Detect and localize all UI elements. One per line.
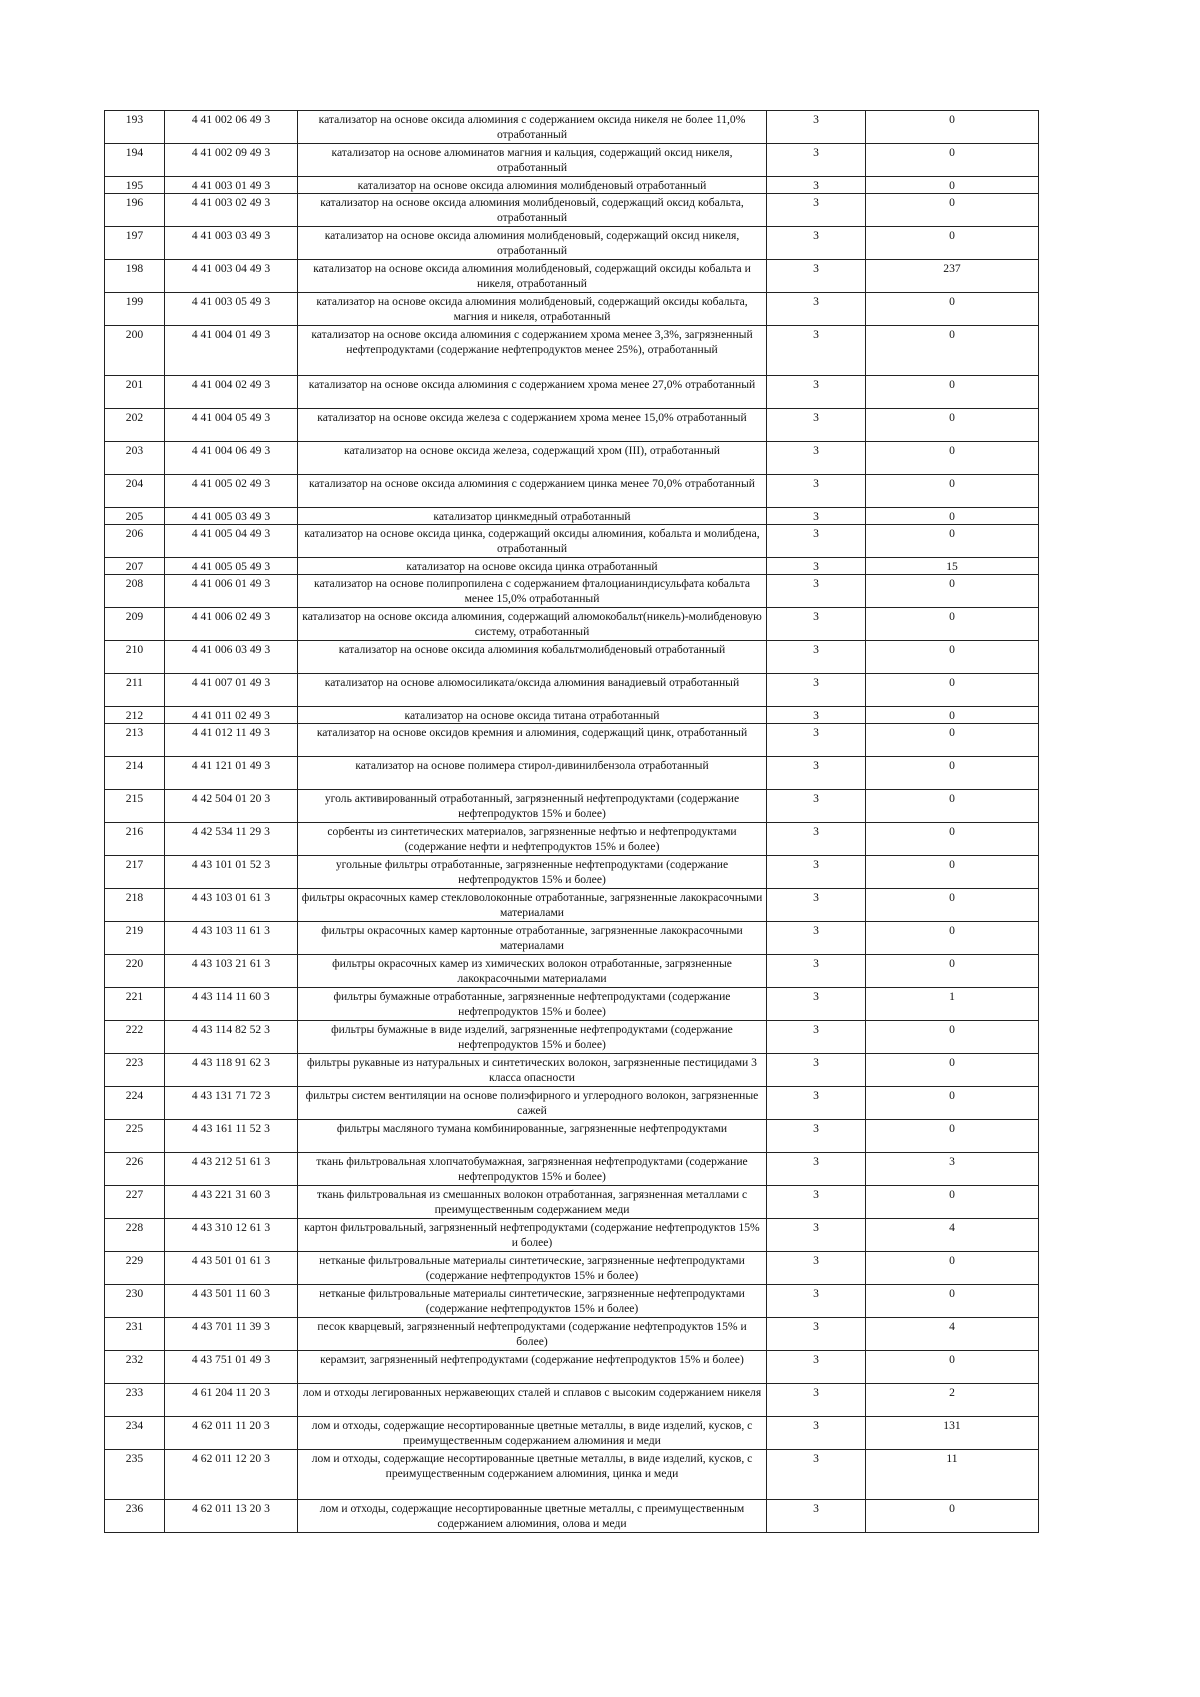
waste-name-cell: катализатор на основе оксида железа с содержанием хрома менее 15,0% отработанный bbox=[298, 409, 767, 442]
quantity-cell: 0 bbox=[866, 1500, 1039, 1533]
table-row bbox=[105, 177, 1039, 194]
hazard-class-cell: 3 bbox=[767, 988, 866, 1021]
waste-name-cell: катализатор на основе оксида алюминия, содержащий алюмокобальт(никель)-молибденовую систему, отработанный bbox=[298, 608, 767, 641]
hazard-class-cell: 3 bbox=[767, 1054, 866, 1087]
table-row bbox=[105, 194, 1039, 227]
quantity-cell: 0 bbox=[866, 1087, 1039, 1120]
row-number-cell: 202 bbox=[105, 409, 165, 442]
hazard-class-cell: 3 bbox=[767, 856, 866, 889]
hazard-class-cell: 3 bbox=[767, 922, 866, 955]
fkko-code-cell: 4 41 005 05 49 3 bbox=[165, 558, 298, 575]
waste-name-cell: катализатор на основе оксида алюминия с содержанием оксида никеля не более 11,0% отработанный bbox=[298, 111, 767, 144]
table-row bbox=[105, 525, 1039, 558]
quantity-cell: 0 bbox=[866, 823, 1039, 856]
row-number-cell: 226 bbox=[105, 1153, 165, 1186]
table-row bbox=[105, 227, 1039, 260]
quantity-cell: 0 bbox=[866, 293, 1039, 326]
row-number-cell: 206 bbox=[105, 525, 165, 558]
fkko-code-cell: 4 41 006 02 49 3 bbox=[165, 608, 298, 641]
row-number-cell: 217 bbox=[105, 856, 165, 889]
table-row bbox=[105, 1120, 1039, 1153]
table-row bbox=[105, 508, 1039, 525]
row-number-cell: 236 bbox=[105, 1500, 165, 1533]
waste-name-cell: ткань фильтровальная хлопчатобумажная, загрязненная нефтепродуктами (содержание нефтепродуктов 15% и более) bbox=[298, 1153, 767, 1186]
waste-name-cell: фильтры окрасочных камер стекловолоконные отработанные, загрязненные лакокрасочными материалами bbox=[298, 889, 767, 922]
quantity-cell: 0 bbox=[866, 707, 1039, 724]
table-row bbox=[105, 1021, 1039, 1054]
fkko-code-cell: 4 43 310 12 61 3 bbox=[165, 1219, 298, 1252]
table-row bbox=[105, 1384, 1039, 1417]
fkko-code-cell: 4 41 007 01 49 3 bbox=[165, 674, 298, 707]
table-row bbox=[105, 757, 1039, 790]
quantity-cell: 131 bbox=[866, 1417, 1039, 1450]
hazard-class-cell: 3 bbox=[767, 575, 866, 608]
fkko-code-cell: 4 61 204 11 20 3 bbox=[165, 1384, 298, 1417]
fkko-code-cell: 4 41 003 05 49 3 bbox=[165, 293, 298, 326]
hazard-class-cell: 3 bbox=[767, 194, 866, 227]
fkko-code-cell: 4 42 504 01 20 3 bbox=[165, 790, 298, 823]
hazard-class-cell: 3 bbox=[767, 1351, 866, 1384]
hazard-class-cell: 3 bbox=[767, 674, 866, 707]
row-number-cell: 227 bbox=[105, 1186, 165, 1219]
fkko-code-cell: 4 41 003 03 49 3 bbox=[165, 227, 298, 260]
fkko-code-cell: 4 43 751 01 49 3 bbox=[165, 1351, 298, 1384]
fkko-code-cell: 4 43 103 21 61 3 bbox=[165, 955, 298, 988]
quantity-cell: 0 bbox=[866, 790, 1039, 823]
fkko-code-cell: 4 43 221 31 60 3 bbox=[165, 1186, 298, 1219]
fkko-code-cell: 4 41 006 03 49 3 bbox=[165, 641, 298, 674]
fkko-code-cell: 4 62 011 12 20 3 bbox=[165, 1450, 298, 1500]
hazard-class-cell: 3 bbox=[767, 1450, 866, 1500]
quantity-cell: 11 bbox=[866, 1450, 1039, 1500]
table-row bbox=[105, 1153, 1039, 1186]
waste-name-cell: катализатор на основе оксидов кремния и алюминия, содержащий цинк, отработанный bbox=[298, 724, 767, 757]
fkko-code-cell: 4 41 005 03 49 3 bbox=[165, 508, 298, 525]
hazard-class-cell: 3 bbox=[767, 707, 866, 724]
row-number-cell: 198 bbox=[105, 260, 165, 293]
table-row bbox=[105, 674, 1039, 707]
waste-name-cell: нетканые фильтровальные материалы синтетические, загрязненные нефтепродуктами (содержание нефтепродуктов 15% и более) bbox=[298, 1285, 767, 1318]
row-number-cell: 230 bbox=[105, 1285, 165, 1318]
row-number-cell: 196 bbox=[105, 194, 165, 227]
hazard-class-cell: 3 bbox=[767, 1285, 866, 1318]
fkko-code-cell: 4 41 012 11 49 3 bbox=[165, 724, 298, 757]
quantity-cell: 0 bbox=[866, 955, 1039, 988]
quantity-cell: 0 bbox=[866, 856, 1039, 889]
table-row bbox=[105, 1252, 1039, 1285]
quantity-cell: 0 bbox=[866, 376, 1039, 409]
hazard-class-cell: 3 bbox=[767, 1120, 866, 1153]
row-number-cell: 211 bbox=[105, 674, 165, 707]
quantity-cell: 0 bbox=[866, 525, 1039, 558]
row-number-cell: 220 bbox=[105, 955, 165, 988]
fkko-code-cell: 4 43 501 01 61 3 bbox=[165, 1252, 298, 1285]
fkko-code-cell: 4 41 006 01 49 3 bbox=[165, 575, 298, 608]
waste-name-cell: катализатор на основе оксида титана отработанный bbox=[298, 707, 767, 724]
waste-name-cell: катализатор на основе оксида железа, содержащий хром (III), отработанный bbox=[298, 442, 767, 475]
fkko-code-cell: 4 41 011 02 49 3 bbox=[165, 707, 298, 724]
row-number-cell: 215 bbox=[105, 790, 165, 823]
quantity-cell: 0 bbox=[866, 922, 1039, 955]
table-row bbox=[105, 326, 1039, 376]
waste-name-cell: нетканые фильтровальные материалы синтетические, загрязненные нефтепродуктами (содержание нефтепродуктов 15% и более) bbox=[298, 1252, 767, 1285]
waste-name-cell: ткань фильтровальная из смешанных волокон отработанная, загрязненная металлами с преимущественным содержанием меди bbox=[298, 1186, 767, 1219]
row-number-cell: 221 bbox=[105, 988, 165, 1021]
quantity-cell: 0 bbox=[866, 326, 1039, 376]
row-number-cell: 212 bbox=[105, 707, 165, 724]
waste-table bbox=[104, 110, 1039, 1533]
hazard-class-cell: 3 bbox=[767, 955, 866, 988]
row-number-cell: 233 bbox=[105, 1384, 165, 1417]
fkko-code-cell: 4 41 121 01 49 3 bbox=[165, 757, 298, 790]
waste-name-cell: катализатор на основе оксида цинка, содержащий оксиды алюминия, кобальта и молибдена, отработанный bbox=[298, 525, 767, 558]
row-number-cell: 208 bbox=[105, 575, 165, 608]
table-row bbox=[105, 409, 1039, 442]
row-number-cell: 210 bbox=[105, 641, 165, 674]
fkko-code-cell: 4 41 004 02 49 3 bbox=[165, 376, 298, 409]
row-number-cell: 201 bbox=[105, 376, 165, 409]
row-number-cell: 195 bbox=[105, 177, 165, 194]
waste-name-cell: катализатор на основе оксида цинка отработанный bbox=[298, 558, 767, 575]
waste-name-cell: угольные фильтры отработанные, загрязненные нефтепродуктами (содержание нефтепродуктов 15% и более) bbox=[298, 856, 767, 889]
table-row bbox=[105, 856, 1039, 889]
hazard-class-cell: 3 bbox=[767, 1500, 866, 1533]
quantity-cell: 0 bbox=[866, 1021, 1039, 1054]
row-number-cell: 200 bbox=[105, 326, 165, 376]
row-number-cell: 199 bbox=[105, 293, 165, 326]
waste-name-cell: лом и отходы, содержащие несортированные цветные металлы, в виде изделий, кусков, с преимущественным содержанием алюминия и меди bbox=[298, 1417, 767, 1450]
quantity-cell: 237 bbox=[866, 260, 1039, 293]
table-row bbox=[105, 1219, 1039, 1252]
waste-name-cell: песок кварцевый, загрязненный нефтепродуктами (содержание нефтепродуктов 15% и более) bbox=[298, 1318, 767, 1351]
row-number-cell: 231 bbox=[105, 1318, 165, 1351]
table-row bbox=[105, 707, 1039, 724]
quantity-cell: 4 bbox=[866, 1219, 1039, 1252]
fkko-code-cell: 4 41 003 02 49 3 bbox=[165, 194, 298, 227]
table-row bbox=[105, 475, 1039, 508]
fkko-code-cell: 4 43 114 11 60 3 bbox=[165, 988, 298, 1021]
fkko-code-cell: 4 41 004 06 49 3 bbox=[165, 442, 298, 475]
fkko-code-cell: 4 43 501 11 60 3 bbox=[165, 1285, 298, 1318]
quantity-cell: 0 bbox=[866, 1351, 1039, 1384]
hazard-class-cell: 3 bbox=[767, 1417, 866, 1450]
hazard-class-cell: 3 bbox=[767, 724, 866, 757]
hazard-class-cell: 3 bbox=[767, 227, 866, 260]
table-row bbox=[105, 144, 1039, 177]
row-number-cell: 197 bbox=[105, 227, 165, 260]
table-row bbox=[105, 1087, 1039, 1120]
table-row bbox=[105, 1186, 1039, 1219]
fkko-code-cell: 4 43 118 91 62 3 bbox=[165, 1054, 298, 1087]
row-number-cell: 205 bbox=[105, 508, 165, 525]
quantity-cell: 0 bbox=[866, 227, 1039, 260]
row-number-cell: 218 bbox=[105, 889, 165, 922]
row-number-cell: 234 bbox=[105, 1417, 165, 1450]
quantity-cell: 0 bbox=[866, 757, 1039, 790]
row-number-cell: 223 bbox=[105, 1054, 165, 1087]
fkko-code-cell: 4 43 212 51 61 3 bbox=[165, 1153, 298, 1186]
quantity-cell: 0 bbox=[866, 724, 1039, 757]
quantity-cell: 0 bbox=[866, 508, 1039, 525]
row-number-cell: 232 bbox=[105, 1351, 165, 1384]
table-row bbox=[105, 111, 1039, 144]
waste-name-cell: лом и отходы, содержащие несортированные цветные металлы, в виде изделий, кусков, с преимущественным содержанием алюминия, цинка и меди bbox=[298, 1450, 767, 1500]
hazard-class-cell: 3 bbox=[767, 326, 866, 376]
row-number-cell: 207 bbox=[105, 558, 165, 575]
quantity-cell: 0 bbox=[866, 608, 1039, 641]
waste-name-cell: катализатор на основе оксида алюминия молибденовый, содержащий оксид кобальта, отработанный bbox=[298, 194, 767, 227]
hazard-class-cell: 3 bbox=[767, 525, 866, 558]
waste-name-cell: сорбенты из синтетических материалов, загрязненные нефтью и нефтепродуктами (содержание нефти и нефтепродуктов 15% и более) bbox=[298, 823, 767, 856]
table-row bbox=[105, 608, 1039, 641]
fkko-code-cell: 4 41 003 01 49 3 bbox=[165, 177, 298, 194]
waste-name-cell: катализатор на основе оксида алюминия кобальтмолибденовый отработанный bbox=[298, 641, 767, 674]
hazard-class-cell: 3 bbox=[767, 177, 866, 194]
quantity-cell: 0 bbox=[866, 194, 1039, 227]
table-row bbox=[105, 1054, 1039, 1087]
waste-name-cell: катализатор цинкмедный отработанный bbox=[298, 508, 767, 525]
hazard-class-cell: 3 bbox=[767, 608, 866, 641]
table-row bbox=[105, 558, 1039, 575]
table-row bbox=[105, 1318, 1039, 1351]
waste-name-cell: катализатор на основе оксида алюминия молибденовый, содержащий оксид никеля, отработанный bbox=[298, 227, 767, 260]
table-row bbox=[105, 260, 1039, 293]
row-number-cell: 219 bbox=[105, 922, 165, 955]
row-number-cell: 224 bbox=[105, 1087, 165, 1120]
waste-name-cell: фильтры окрасочных камер картонные отработанные, загрязненные лакокрасочными материалами bbox=[298, 922, 767, 955]
waste-name-cell: картон фильтровальный, загрязненный нефтепродуктами (содержание нефтепродуктов 15% и более) bbox=[298, 1219, 767, 1252]
row-number-cell: 194 bbox=[105, 144, 165, 177]
table-row bbox=[105, 988, 1039, 1021]
table-row bbox=[105, 1450, 1039, 1500]
fkko-code-cell: 4 43 103 01 61 3 bbox=[165, 889, 298, 922]
hazard-class-cell: 3 bbox=[767, 442, 866, 475]
quantity-cell: 0 bbox=[866, 1285, 1039, 1318]
waste-name-cell: катализатор на основе оксида алюминия молибденовый, содержащий оксиды кобальта и никеля, отработанный bbox=[298, 260, 767, 293]
hazard-class-cell: 3 bbox=[767, 757, 866, 790]
waste-name-cell: катализатор на основе оксида алюминия молибденовый, содержащий оксиды кобальта, магния и никеля, отработанный bbox=[298, 293, 767, 326]
waste-name-cell: катализатор на основе оксида алюминия с содержанием хрома менее 3,3%, загрязненный нефтепродуктами (содержание нефтепродуктов менее 25%), отработанный bbox=[298, 326, 767, 376]
row-number-cell: 228 bbox=[105, 1219, 165, 1252]
table-row bbox=[105, 376, 1039, 409]
fkko-code-cell: 4 43 101 01 52 3 bbox=[165, 856, 298, 889]
quantity-cell: 0 bbox=[866, 475, 1039, 508]
hazard-class-cell: 3 bbox=[767, 1186, 866, 1219]
table-row bbox=[105, 724, 1039, 757]
hazard-class-cell: 3 bbox=[767, 823, 866, 856]
hazard-class-cell: 3 bbox=[767, 376, 866, 409]
quantity-cell: 3 bbox=[866, 1153, 1039, 1186]
fkko-code-cell: 4 41 003 04 49 3 bbox=[165, 260, 298, 293]
fkko-code-cell: 4 62 011 11 20 3 bbox=[165, 1417, 298, 1450]
table-row bbox=[105, 1285, 1039, 1318]
quantity-cell: 0 bbox=[866, 575, 1039, 608]
fkko-code-cell: 4 41 002 09 49 3 bbox=[165, 144, 298, 177]
fkko-code-cell: 4 43 131 71 72 3 bbox=[165, 1087, 298, 1120]
waste-name-cell: катализатор на основе полипропилена с содержанием фталоцианиндисульфата кобальта менее 15,0% отработанный bbox=[298, 575, 767, 608]
quantity-cell: 0 bbox=[866, 1054, 1039, 1087]
quantity-cell: 2 bbox=[866, 1384, 1039, 1417]
row-number-cell: 204 bbox=[105, 475, 165, 508]
table-row bbox=[105, 641, 1039, 674]
hazard-class-cell: 3 bbox=[767, 1087, 866, 1120]
hazard-class-cell: 3 bbox=[767, 260, 866, 293]
waste-table-body bbox=[105, 111, 1039, 1533]
waste-name-cell: катализатор на основе оксида алюминия с содержанием цинка менее 70,0% отработанный bbox=[298, 475, 767, 508]
hazard-class-cell: 3 bbox=[767, 1153, 866, 1186]
row-number-cell: 209 bbox=[105, 608, 165, 641]
waste-name-cell: катализатор на основе алюминатов магния и кальция, содержащий оксид никеля, отработанный bbox=[298, 144, 767, 177]
quantity-cell: 0 bbox=[866, 177, 1039, 194]
table-row bbox=[105, 823, 1039, 856]
row-number-cell: 222 bbox=[105, 1021, 165, 1054]
waste-name-cell: фильтры систем вентиляции на основе полиэфирного и углеродного волокон, загрязненные сажей bbox=[298, 1087, 767, 1120]
table-row bbox=[105, 955, 1039, 988]
table-row bbox=[105, 790, 1039, 823]
hazard-class-cell: 3 bbox=[767, 790, 866, 823]
hazard-class-cell: 3 bbox=[767, 1021, 866, 1054]
row-number-cell: 225 bbox=[105, 1120, 165, 1153]
hazard-class-cell: 3 bbox=[767, 293, 866, 326]
hazard-class-cell: 3 bbox=[767, 1252, 866, 1285]
fkko-code-cell: 4 41 002 06 49 3 bbox=[165, 111, 298, 144]
waste-name-cell: фильтры бумажные отработанные, загрязненные нефтепродуктами (содержание нефтепродуктов 15% и более) bbox=[298, 988, 767, 1021]
quantity-cell: 1 bbox=[866, 988, 1039, 1021]
quantity-cell: 0 bbox=[866, 409, 1039, 442]
row-number-cell: 216 bbox=[105, 823, 165, 856]
row-number-cell: 229 bbox=[105, 1252, 165, 1285]
hazard-class-cell: 3 bbox=[767, 111, 866, 144]
waste-name-cell: керамзит, загрязненный нефтепродуктами (содержание нефтепродуктов 15% и более) bbox=[298, 1351, 767, 1384]
table-row bbox=[105, 575, 1039, 608]
fkko-code-cell: 4 41 005 02 49 3 bbox=[165, 475, 298, 508]
waste-name-cell: катализатор на основе полимера стирол-дивинилбензола отработанный bbox=[298, 757, 767, 790]
quantity-cell: 0 bbox=[866, 442, 1039, 475]
quantity-cell: 0 bbox=[866, 1252, 1039, 1285]
waste-name-cell: лом и отходы, содержащие несортированные цветные металлы, с преимущественным содержанием алюминия, олова и меди bbox=[298, 1500, 767, 1533]
waste-name-cell: фильтры окрасочных камер из химических волокон отработанные, загрязненные лакокрасочными материалами bbox=[298, 955, 767, 988]
waste-name-cell: уголь активированный отработанный, загрязненный нефтепродуктами (содержание нефтепродуктов 15% и более) bbox=[298, 790, 767, 823]
quantity-cell: 0 bbox=[866, 674, 1039, 707]
table-row bbox=[105, 1351, 1039, 1384]
quantity-cell: 0 bbox=[866, 111, 1039, 144]
waste-name-cell: катализатор на основе оксида алюминия с содержанием хрома менее 27,0% отработанный bbox=[298, 376, 767, 409]
table-row bbox=[105, 293, 1039, 326]
table-row bbox=[105, 442, 1039, 475]
row-number-cell: 203 bbox=[105, 442, 165, 475]
row-number-cell: 213 bbox=[105, 724, 165, 757]
quantity-cell: 0 bbox=[866, 641, 1039, 674]
fkko-code-cell: 4 43 161 11 52 3 bbox=[165, 1120, 298, 1153]
fkko-code-cell: 4 43 114 82 52 3 bbox=[165, 1021, 298, 1054]
hazard-class-cell: 3 bbox=[767, 475, 866, 508]
hazard-class-cell: 3 bbox=[767, 144, 866, 177]
fkko-code-cell: 4 62 011 13 20 3 bbox=[165, 1500, 298, 1533]
waste-name-cell: катализатор на основе алюмосиликата/оксида алюминия ванадиевый отработанный bbox=[298, 674, 767, 707]
hazard-class-cell: 3 bbox=[767, 508, 866, 525]
hazard-class-cell: 3 bbox=[767, 1219, 866, 1252]
quantity-cell: 0 bbox=[866, 1120, 1039, 1153]
table-row bbox=[105, 889, 1039, 922]
row-number-cell: 214 bbox=[105, 757, 165, 790]
hazard-class-cell: 3 bbox=[767, 641, 866, 674]
quantity-cell: 0 bbox=[866, 1186, 1039, 1219]
fkko-code-cell: 4 41 004 05 49 3 bbox=[165, 409, 298, 442]
table-row bbox=[105, 922, 1039, 955]
waste-name-cell: фильтры масляного тумана комбинированные, загрязненные нефтепродуктами bbox=[298, 1120, 767, 1153]
table-row bbox=[105, 1500, 1039, 1533]
row-number-cell: 235 bbox=[105, 1450, 165, 1500]
quantity-cell: 0 bbox=[866, 144, 1039, 177]
fkko-code-cell: 4 41 005 04 49 3 bbox=[165, 525, 298, 558]
waste-name-cell: фильтры рукавные из натуральных и синтетических волокон, загрязненные пестицидами 3 класса опасности bbox=[298, 1054, 767, 1087]
table-row bbox=[105, 1417, 1039, 1450]
quantity-cell: 4 bbox=[866, 1318, 1039, 1351]
hazard-class-cell: 3 bbox=[767, 558, 866, 575]
waste-name-cell: фильтры бумажные в виде изделий, загрязненные нефтепродуктами (содержание нефтепродуктов 15% и более) bbox=[298, 1021, 767, 1054]
waste-name-cell: катализатор на основе оксида алюминия молибденовый отработанный bbox=[298, 177, 767, 194]
quantity-cell: 15 bbox=[866, 558, 1039, 575]
row-number-cell: 193 bbox=[105, 111, 165, 144]
fkko-code-cell: 4 42 534 11 29 3 bbox=[165, 823, 298, 856]
quantity-cell: 0 bbox=[866, 889, 1039, 922]
hazard-class-cell: 3 bbox=[767, 1384, 866, 1417]
fkko-code-cell: 4 43 103 11 61 3 bbox=[165, 922, 298, 955]
fkko-code-cell: 4 41 004 01 49 3 bbox=[165, 326, 298, 376]
hazard-class-cell: 3 bbox=[767, 409, 866, 442]
hazard-class-cell: 3 bbox=[767, 1318, 866, 1351]
fkko-code-cell: 4 43 701 11 39 3 bbox=[165, 1318, 298, 1351]
hazard-class-cell: 3 bbox=[767, 889, 866, 922]
waste-name-cell: лом и отходы легированных нержавеющих сталей и сплавов с высоким содержанием никеля bbox=[298, 1384, 767, 1417]
